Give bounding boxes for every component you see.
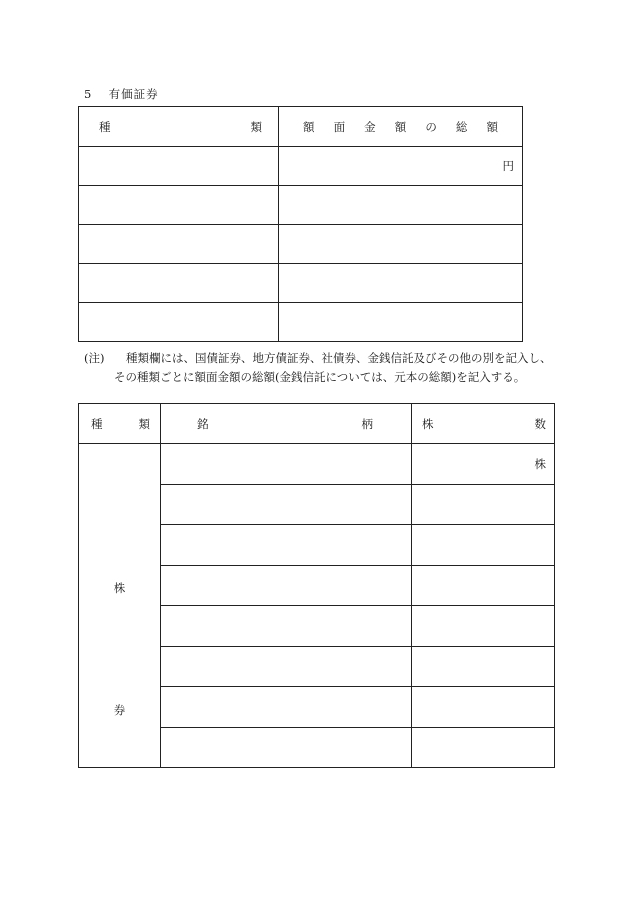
header-count-cell: [412, 404, 555, 444]
header-char: 銘: [197, 416, 209, 431]
table-row: [79, 225, 523, 264]
header-kind-cell: [79, 107, 279, 147]
note-label: (注): [84, 351, 105, 365]
brand-input-cell[interactable]: [161, 565, 412, 606]
header-char: 額: [303, 119, 315, 134]
note-line-1: 種類欄には、国債証券、地方債証券、社債券、金銭信託及びその他の別を記入し、: [126, 351, 552, 365]
header-char: 株: [422, 416, 434, 431]
note-line-2: その種類ごとに額面金額の総額(金銭信託については、元本の総額)を記入する。: [114, 370, 526, 384]
count-input-cell[interactable]: [412, 687, 555, 728]
count-input-cell[interactable]: [412, 444, 555, 485]
table-row: [79, 264, 523, 303]
header-char: 額: [394, 119, 407, 134]
header-char: 類: [250, 119, 262, 134]
kind-input-cell[interactable]: [79, 264, 279, 303]
table-row: [79, 147, 523, 186]
section-heading: [84, 86, 159, 102]
count-input-cell[interactable]: [412, 565, 555, 606]
stock-table: [78, 403, 555, 768]
kind-input-cell[interactable]: [79, 303, 279, 342]
stock-kind-cell: [79, 444, 161, 768]
yen-unit: 円: [502, 159, 514, 173]
header-kind-cell: [79, 404, 161, 444]
header-char: 総: [455, 119, 468, 134]
amount-input-cell[interactable]: [279, 147, 523, 186]
header-char: 柄: [361, 416, 373, 431]
header-char: 種: [91, 416, 103, 431]
count-input-cell[interactable]: [412, 606, 555, 647]
kind-input-cell[interactable]: [79, 225, 279, 264]
brand-input-cell[interactable]: [161, 687, 412, 728]
header-char: 種: [99, 119, 111, 134]
share-unit: 株: [534, 456, 546, 471]
brand-input-cell[interactable]: [161, 444, 412, 485]
amount-input-cell[interactable]: [279, 264, 523, 303]
securities-amount-table: [78, 106, 523, 342]
table-row: [79, 186, 523, 225]
table-row: [79, 303, 523, 342]
note: [84, 349, 552, 387]
kind-char-ken: 券: [113, 703, 126, 717]
brand-input-cell[interactable]: [161, 646, 412, 687]
table-row: [79, 444, 555, 485]
count-input-cell[interactable]: [412, 484, 555, 525]
count-input-cell[interactable]: [412, 525, 555, 566]
amount-input-cell[interactable]: [279, 186, 523, 225]
brand-input-cell[interactable]: [161, 606, 412, 647]
header-char: 額: [486, 119, 498, 134]
count-input-cell[interactable]: [412, 646, 555, 687]
kind-input-cell[interactable]: [79, 147, 279, 186]
header-amount-cell: [279, 107, 523, 147]
amount-input-cell[interactable]: [279, 303, 523, 342]
kind-char-kabu: 株: [113, 581, 126, 595]
header-char: 類: [138, 416, 150, 431]
section-title: 有価証券: [108, 87, 159, 101]
section-number: 5: [84, 87, 93, 101]
brand-input-cell[interactable]: [161, 484, 412, 525]
header-char: の: [425, 119, 437, 134]
kind-input-cell[interactable]: [79, 186, 279, 225]
header-char: 面: [333, 119, 346, 134]
header-char: 金: [364, 119, 376, 134]
brand-input-cell[interactable]: [161, 727, 412, 768]
header-char: 数: [534, 416, 546, 431]
brand-input-cell[interactable]: [161, 525, 412, 566]
table-header-row: [79, 404, 555, 444]
table-header-row: [79, 107, 523, 147]
header-brand-cell: [161, 404, 412, 444]
amount-input-cell[interactable]: [279, 225, 523, 264]
count-input-cell[interactable]: [412, 727, 555, 768]
